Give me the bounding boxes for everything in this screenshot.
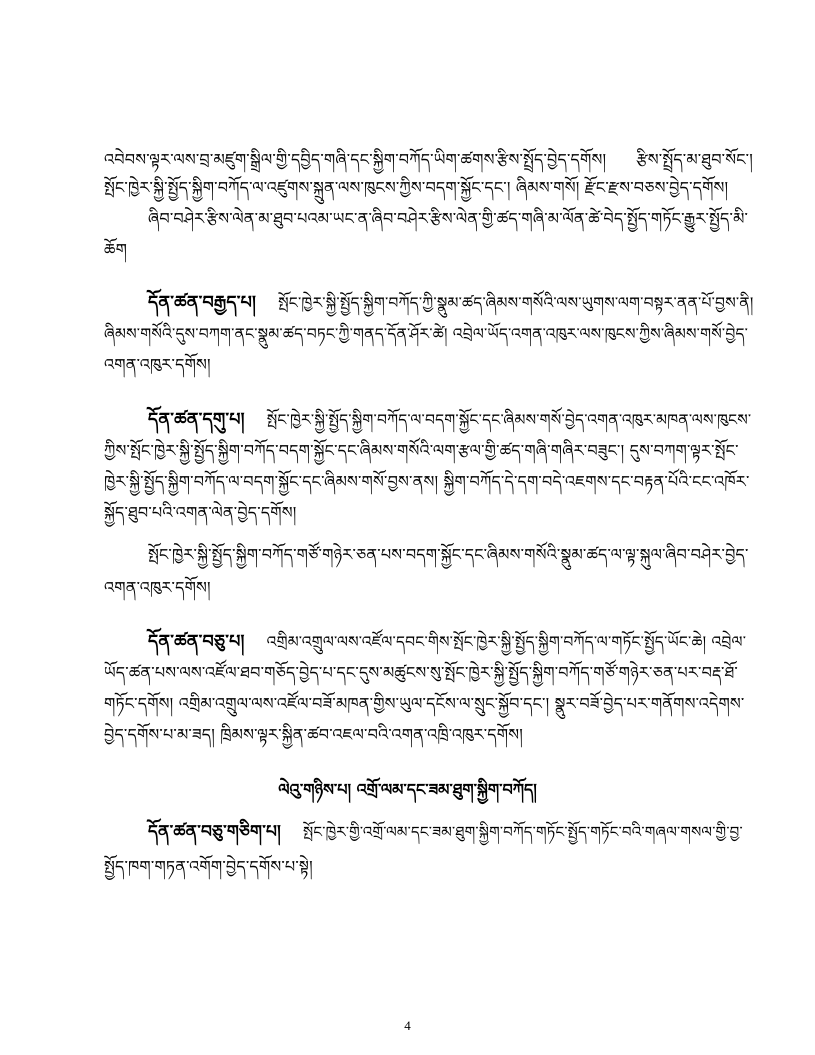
chapter-title: ལེའུ་གཉིས་པ། འགྲོ་ལམ་དང་ཟམ་ཐུག་སྐྱིག་བཀོད།	[278, 780, 537, 799]
paragraph-line: ཞིབ་བཤེར་རྩིས་ལེན་མ་ཐུབ་པའམ་ཡང་ན་ཞིབ་བཤེར་རྩིས་ལེན་གྱི་ཚད་གཞི་མ་ལོན་ཚེ་བེད་སྤྱོད་གཏོང་རྒྱུར་སྤྱོད་མི་	[148, 209, 749, 228]
article-heading: དོན་ཚན་བཅུ་གཅིག་པ།	[148, 822, 282, 842]
paragraph-line: འགན་འཁུར་དགོས།	[104, 578, 211, 597]
paragraph-line: སྤྱོད་ཁག་གཏན་འགོག་བྱེད་དགོས་པ་སྟེ།	[104, 857, 313, 876]
paragraph-text: འགྲིམ་འགྲུལ་ལས་འཛོལ་དབང་གིས་སྤོང་ཁྱེར་སྐྱི་སྤྱོད་སྐྱིག་བཀོད་ལ་གཏོང་སྤྱོད་ཡོང་ཆེ། འབྲེལ་	[266, 633, 747, 651]
paragraph-line: གཏོང་དགོས། འགྲིམ་འགྲུལ་ལས་འཛོལ་བཟོ་མཁན་གྱིས་ཡུལ་དངོས་ལ་སྲུང་སྐྱོབ་དང་། སྣུར་བཟོ་བྱེད་པར་གནོགས་འདེགས་	[104, 694, 745, 713]
paragraph-text: རྩིས་སྤྲོད་མ་ཐུབ་སོང་།	[636, 150, 753, 169]
paragraph-line: སྤོང་ཁྱེར་སྐྱི་སྤྱོད་སྐྱིག་བཀོད་གཙོ་གཉེར་ཅན་པས་བདག་སྐྱོང་དང་ཞིམས་གསོའི་སྣུམ་ཚད་ལ་ལྟ་སྐུལ་ཞིབ་བཤེར་བྱེད་	[148, 545, 749, 564]
paragraph-line: ཆོག	[104, 240, 128, 259]
paragraph-line	[148, 293, 754, 313]
paragraph-line: འགན་འཁུར་དགོས།	[104, 355, 211, 374]
paragraph-line: ཡོད་ཚན་པས་ལས་འཛོལ་ཐབ་གཅོད་བྱེད་པ་དང་དུས་མཚུངས་སུ་སྤོང་ཁྱེར་སྐྱི་སྤྱོད་སྐྱིག་བཀོད་གཙོ་གཉེར་ཅན་པར་བརྡ་ཐོ་	[104, 663, 738, 682]
paragraph-line	[148, 822, 743, 842]
paragraph-line: ཀྱིས་སྤོང་ཁྱེར་སྐྱི་སྤྱོད་སྐྱིག་བཀོད་བདག་སྐྱོང་དང་ཞིམས་གསོའི་ལག་རྩལ་གྱི་ཚད་གཞི་གཞིར་བཟུང་། དུས་བཀག་ལྟར་སྤོང་	[104, 441, 739, 460]
paragraph-line	[148, 632, 746, 652]
paragraph-line: སྤོང་ཁྱེར་སྐྱི་སྤྱོད་སྐྱིག་བཀོད་ལ་འཛུགས་སྐྲུན་ལས་ཁུངས་ཀྱིས་བདག་སྐྱོང་དང་། ཞིམས་གསོ། རྫོང་རྫས་བཅས་བྱེད་དགོས།	[104, 178, 729, 197]
page-number: 4	[404, 1018, 411, 1033]
paragraph-line: ཁྱེར་སྐྱི་སྤྱོད་སྐྱིག་བཀོད་ལ་བདག་སྐྱོང་དང་ཞིམས་གསོ་བྱས་ནས། སྐྱིག་བཀོད་དེ་དག་བདེ་འཇགས་དང་བརྟན་པོའི་ངང་འཁོར་	[104, 472, 750, 491]
paragraph-line	[148, 410, 751, 430]
paragraph-text: སྤོང་ཁྱེར་སྐྱི་སྤྱོད་སྐྱིག་བཀོད་ལ་བདག་སྐྱོང་དང་ཞིམས་གསོ་བྱེད་འགན་འཁུར་མཁན་ལས་ཁུངས་	[266, 411, 752, 429]
paragraph-text: སྤོང་ཁྱེར་སྐྱི་སྤྱོད་སྐྱིག་བཀོད་ཀྱི་སྣུམ་ཚད་ཞིམས་གསོའི་ལས་ཡུགས་ལག་བསྟར་ནན་པོ་བྱས་ནི།	[278, 294, 754, 312]
paragraph-line: སྐྱོད་ཐུབ་པའི་འགན་ལེན་བྱེད་དགོས།	[104, 503, 297, 522]
article-heading: དོན་ཚན་དགུ་པ།	[148, 410, 245, 430]
paragraph-text: སྤོང་ཁྱེར་གྱི་འགྲོ་ལམ་དང་ཟམ་ཐུག་སྐྱིག་བཀོད་གཏོང་སྤྱོད་གཏོང་བའི་གཞལ་གསལ་གྱི་བྱ་	[303, 823, 743, 841]
paragraph-line	[104, 150, 753, 170]
paragraph-text: འབེབས་ལྟར་ལས་བྲ་མཛུག་སྒྲིལ་གྱི་དབྱིད་གཞི་དང་སྐྱིག་བཀོད་ཡིག་ཚགས་རྩིས་སྤྲོད་བྱེད་དགོས།	[104, 150, 607, 169]
article-heading: དོན་ཚན་བཅུ་པ།	[148, 632, 245, 652]
article-heading: དོན་ཚན་བརྒྱད་པ།	[148, 293, 257, 313]
paragraph-line: བྱེད་དགོས་པ་མ་ཟད། ཁྲིམས་ལྟར་སྐྱིན་ཚབ་འཇལ་བའི་འགན་འཁྲི་འཁུར་དགོས།	[104, 725, 523, 744]
paragraph-line: ཞིམས་གསོའི་དུས་བཀག་ནང་སྣུམ་ཚད་བཏང་ཀྱི་གནད་དོན་ཤོར་ཚེ། འབྲེལ་ཡོད་འགན་འཁུར་ལས་ཁུངས་ཀྱིས་ཞིམས་གསོ་བྱེད་	[104, 325, 749, 343]
